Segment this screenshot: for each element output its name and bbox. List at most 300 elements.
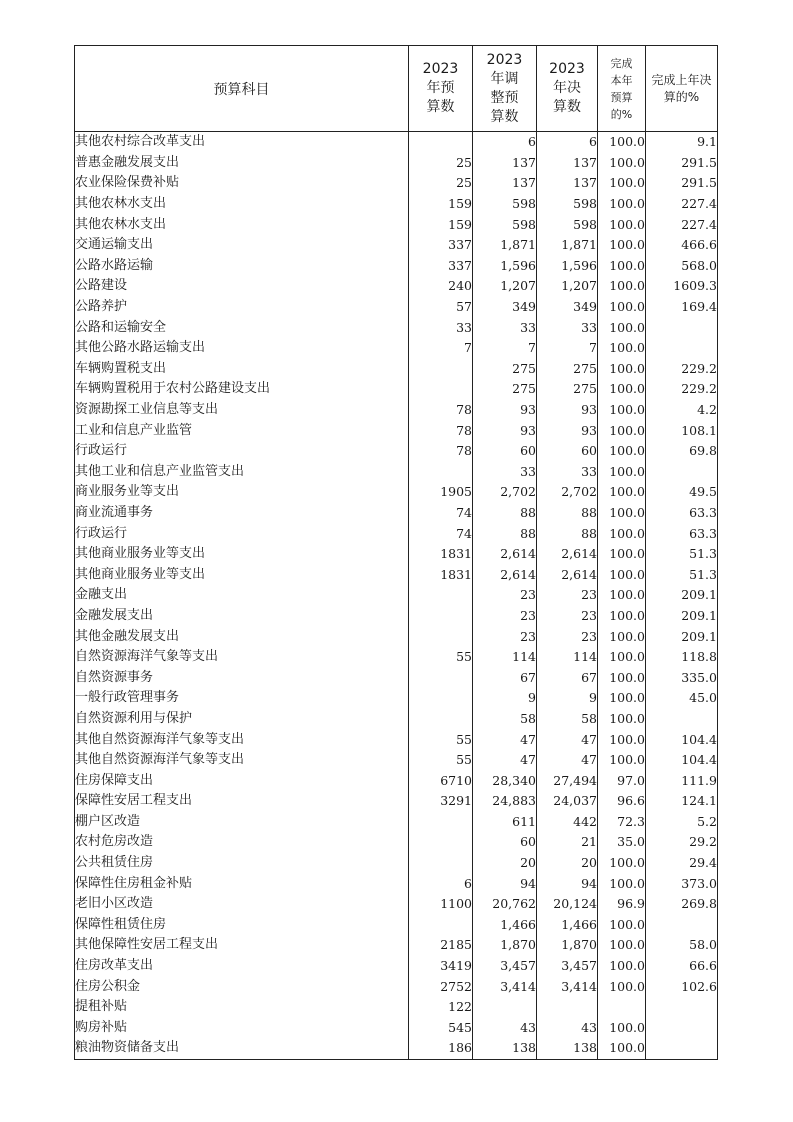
table-row xyxy=(75,462,718,483)
cell-ratio-budget: 100.0 xyxy=(598,276,646,297)
table-row xyxy=(75,194,718,215)
cell-final: 2,614 xyxy=(537,544,598,565)
cell-subject: 一般行政管理事务 xyxy=(75,688,409,709)
cell-final: 1,207 xyxy=(537,276,598,297)
cell-ratio-last: 229.2 xyxy=(646,379,718,400)
cell-adjusted: 598 xyxy=(473,214,537,235)
cell-ratio-last: 1609.3 xyxy=(646,276,718,297)
table-row xyxy=(75,770,718,791)
cell-ratio-budget: 100.0 xyxy=(598,523,646,544)
cell-budget: 122 xyxy=(409,997,473,1018)
table-row xyxy=(75,997,718,1018)
cell-subject: 商业服务业等支出 xyxy=(75,482,409,503)
cell-ratio-budget: 100.0 xyxy=(598,688,646,709)
cell-subject: 公路水路运输 xyxy=(75,256,409,277)
cell-ratio-last xyxy=(646,1038,718,1059)
cell-budget: 78 xyxy=(409,441,473,462)
cell-adjusted: 23 xyxy=(473,606,537,627)
cell-budget xyxy=(409,853,473,874)
cell-ratio-last xyxy=(646,462,718,483)
cell-adjusted: 67 xyxy=(473,667,537,688)
table-row xyxy=(75,915,718,936)
cell-final: 33 xyxy=(537,462,598,483)
cell-ratio-budget: 100.0 xyxy=(598,915,646,936)
cell-subject: 其他保障性安居工程支出 xyxy=(75,935,409,956)
cell-ratio-last: 29.2 xyxy=(646,832,718,853)
cell-ratio-budget: 72.3 xyxy=(598,812,646,833)
cell-adjusted: 2,702 xyxy=(473,482,537,503)
cell-ratio-last: 209.1 xyxy=(646,606,718,627)
cell-budget: 74 xyxy=(409,503,473,524)
cell-ratio-budget: 100.0 xyxy=(598,564,646,585)
cell-subject: 公共租赁住房 xyxy=(75,853,409,874)
cell-ratio-last: 269.8 xyxy=(646,894,718,915)
cell-subject: 自然资源事务 xyxy=(75,667,409,688)
cell-final: 598 xyxy=(537,194,598,215)
cell-subject: 商业流通事务 xyxy=(75,503,409,524)
cell-subject: 保障性安居工程支出 xyxy=(75,791,409,812)
cell-budget xyxy=(409,709,473,730)
cell-adjusted: 60 xyxy=(473,441,537,462)
cell-adjusted: 349 xyxy=(473,297,537,318)
cell-budget: 1905 xyxy=(409,482,473,503)
cell-budget: 337 xyxy=(409,235,473,256)
cell-adjusted: 137 xyxy=(473,153,537,174)
cell-adjusted: 23 xyxy=(473,585,537,606)
cell-adjusted: 47 xyxy=(473,750,537,771)
cell-budget: 186 xyxy=(409,1038,473,1059)
cell-ratio-last: 66.6 xyxy=(646,956,718,977)
cell-ratio-budget: 100.0 xyxy=(598,935,646,956)
cell-ratio-last: 29.4 xyxy=(646,853,718,874)
cell-subject: 公路建设 xyxy=(75,276,409,297)
cell-budget: 159 xyxy=(409,214,473,235)
cell-ratio-budget: 100.0 xyxy=(598,853,646,874)
cell-subject: 普惠金融发展支出 xyxy=(75,153,409,174)
cell-subject: 购房补贴 xyxy=(75,1018,409,1039)
cell-adjusted: 88 xyxy=(473,503,537,524)
cell-subject: 金融发展支出 xyxy=(75,606,409,627)
cell-adjusted: 1,871 xyxy=(473,235,537,256)
header-adjusted: 2023 年调 整预 算数 xyxy=(473,46,537,132)
cell-final: 137 xyxy=(537,153,598,174)
cell-budget: 57 xyxy=(409,297,473,318)
table-row xyxy=(75,935,718,956)
table-row xyxy=(75,709,718,730)
cell-ratio-last: 373.0 xyxy=(646,873,718,894)
cell-adjusted: 88 xyxy=(473,523,537,544)
cell-final: 24,037 xyxy=(537,791,598,812)
cell-subject: 其他自然资源海洋气象等支出 xyxy=(75,729,409,750)
cell-adjusted: 3,457 xyxy=(473,956,537,977)
table-row xyxy=(75,585,718,606)
cell-subject: 住房公积金 xyxy=(75,976,409,997)
cell-budget: 240 xyxy=(409,276,473,297)
cell-adjusted: 58 xyxy=(473,709,537,730)
cell-budget xyxy=(409,379,473,400)
cell-ratio-budget: 100.0 xyxy=(598,173,646,194)
cell-adjusted: 94 xyxy=(473,873,537,894)
cell-budget xyxy=(409,585,473,606)
cell-final: 138 xyxy=(537,1038,598,1059)
cell-ratio-last: 209.1 xyxy=(646,626,718,647)
cell-ratio-budget: 100.0 xyxy=(598,647,646,668)
cell-adjusted: 28,340 xyxy=(473,770,537,791)
cell-final xyxy=(537,997,598,1018)
cell-ratio-last: 227.4 xyxy=(646,194,718,215)
cell-ratio-budget: 100.0 xyxy=(598,256,646,277)
cell-ratio-last: 229.2 xyxy=(646,359,718,380)
cell-adjusted: 114 xyxy=(473,647,537,668)
cell-subject: 行政运行 xyxy=(75,441,409,462)
cell-ratio-budget: 100.0 xyxy=(598,709,646,730)
cell-ratio-budget: 100.0 xyxy=(598,976,646,997)
table-row xyxy=(75,214,718,235)
cell-adjusted: 23 xyxy=(473,626,537,647)
cell-ratio-last: 169.4 xyxy=(646,297,718,318)
cell-ratio-budget: 100.0 xyxy=(598,544,646,565)
cell-subject: 自然资源海洋气象等支出 xyxy=(75,647,409,668)
cell-subject: 自然资源利用与保护 xyxy=(75,709,409,730)
header-subject: 预算科目 xyxy=(75,46,409,132)
cell-ratio-last: 4.2 xyxy=(646,400,718,421)
cell-ratio-budget: 100.0 xyxy=(598,194,646,215)
cell-ratio-budget: 100.0 xyxy=(598,626,646,647)
cell-final: 114 xyxy=(537,647,598,668)
cell-adjusted: 1,207 xyxy=(473,276,537,297)
cell-ratio-budget: 100.0 xyxy=(598,482,646,503)
table-row xyxy=(75,564,718,585)
cell-adjusted xyxy=(473,997,537,1018)
cell-ratio-last: 111.9 xyxy=(646,770,718,791)
table-row xyxy=(75,503,718,524)
cell-budget: 1831 xyxy=(409,564,473,585)
budget-table xyxy=(74,45,718,1060)
table-row xyxy=(75,153,718,174)
cell-ratio-last: 58.0 xyxy=(646,935,718,956)
cell-budget: 78 xyxy=(409,400,473,421)
cell-final: 20,124 xyxy=(537,894,598,915)
table-row xyxy=(75,667,718,688)
table-row xyxy=(75,400,718,421)
cell-adjusted: 275 xyxy=(473,379,537,400)
cell-final: 275 xyxy=(537,359,598,380)
cell-budget xyxy=(409,462,473,483)
cell-final: 23 xyxy=(537,606,598,627)
cell-subject: 金融支出 xyxy=(75,585,409,606)
cell-budget: 6 xyxy=(409,873,473,894)
cell-final: 2,702 xyxy=(537,482,598,503)
cell-final: 23 xyxy=(537,626,598,647)
cell-ratio-last: 5.2 xyxy=(646,812,718,833)
cell-adjusted: 43 xyxy=(473,1018,537,1039)
cell-subject: 保障性租赁住房 xyxy=(75,915,409,936)
cell-budget: 55 xyxy=(409,729,473,750)
cell-budget: 74 xyxy=(409,523,473,544)
header-ratio-last: 完成上年决 算的% xyxy=(646,46,718,132)
table-row xyxy=(75,256,718,277)
cell-adjusted: 7 xyxy=(473,338,537,359)
header-ratio-budget: 完成 本年 预算 的% xyxy=(598,46,646,132)
cell-ratio-budget: 100.0 xyxy=(598,441,646,462)
cell-ratio-budget: 100.0 xyxy=(598,1038,646,1059)
cell-ratio-budget: 100.0 xyxy=(598,420,646,441)
cell-adjusted: 1,870 xyxy=(473,935,537,956)
cell-subject: 其他金融发展支出 xyxy=(75,626,409,647)
cell-ratio-last: 108.1 xyxy=(646,420,718,441)
cell-ratio-last: 291.5 xyxy=(646,153,718,174)
table-row xyxy=(75,853,718,874)
cell-ratio-budget: 100.0 xyxy=(598,462,646,483)
cell-ratio-last xyxy=(646,997,718,1018)
table-row xyxy=(75,647,718,668)
cell-budget: 1100 xyxy=(409,894,473,915)
cell-ratio-budget: 100.0 xyxy=(598,729,646,750)
cell-subject: 农业保险保费补贴 xyxy=(75,173,409,194)
cell-final: 1,871 xyxy=(537,235,598,256)
table-row xyxy=(75,297,718,318)
cell-subject: 粮油物资储备支出 xyxy=(75,1038,409,1059)
table-row xyxy=(75,688,718,709)
cell-ratio-last: 49.5 xyxy=(646,482,718,503)
table-row xyxy=(75,420,718,441)
cell-subject: 公路养护 xyxy=(75,297,409,318)
cell-subject: 其他农林水支出 xyxy=(75,194,409,215)
header-budget: 2023 年预 算数 xyxy=(409,46,473,132)
cell-adjusted: 60 xyxy=(473,832,537,853)
cell-final: 2,614 xyxy=(537,564,598,585)
cell-subject: 资源勘探工业信息等支出 xyxy=(75,400,409,421)
cell-subject: 车辆购置税支出 xyxy=(75,359,409,380)
cell-subject: 其他农林水支出 xyxy=(75,214,409,235)
cell-adjusted: 9 xyxy=(473,688,537,709)
table-row xyxy=(75,317,718,338)
cell-ratio-budget: 35.0 xyxy=(598,832,646,853)
cell-adjusted: 275 xyxy=(473,359,537,380)
cell-subject: 公路和运输安全 xyxy=(75,317,409,338)
cell-budget xyxy=(409,915,473,936)
cell-adjusted: 47 xyxy=(473,729,537,750)
cell-subject: 其他自然资源海洋气象等支出 xyxy=(75,750,409,771)
cell-final: 47 xyxy=(537,750,598,771)
cell-subject: 其他商业服务业等支出 xyxy=(75,564,409,585)
cell-ratio-last: 51.3 xyxy=(646,544,718,565)
cell-ratio-budget: 100.0 xyxy=(598,235,646,256)
cell-final: 1,596 xyxy=(537,256,598,277)
cell-adjusted: 6 xyxy=(473,132,537,153)
cell-ratio-budget: 100.0 xyxy=(598,214,646,235)
cell-ratio-budget: 100.0 xyxy=(598,606,646,627)
cell-ratio-last: 209.1 xyxy=(646,585,718,606)
cell-ratio-last: 51.3 xyxy=(646,564,718,585)
cell-subject: 住房改革支出 xyxy=(75,956,409,977)
table-row xyxy=(75,132,718,153)
cell-adjusted: 611 xyxy=(473,812,537,833)
cell-ratio-budget: 97.0 xyxy=(598,770,646,791)
cell-ratio-last: 63.3 xyxy=(646,523,718,544)
cell-subject: 交通运输支出 xyxy=(75,235,409,256)
cell-budget xyxy=(409,667,473,688)
table-row xyxy=(75,173,718,194)
table-row xyxy=(75,873,718,894)
cell-ratio-budget: 100.0 xyxy=(598,400,646,421)
cell-final: 94 xyxy=(537,873,598,894)
cell-final: 1,466 xyxy=(537,915,598,936)
cell-final: 23 xyxy=(537,585,598,606)
cell-subject: 其他商业服务业等支出 xyxy=(75,544,409,565)
cell-ratio-last: 466.6 xyxy=(646,235,718,256)
cell-final: 88 xyxy=(537,523,598,544)
cell-budget xyxy=(409,812,473,833)
cell-ratio-last xyxy=(646,709,718,730)
table-row xyxy=(75,338,718,359)
cell-ratio-budget xyxy=(598,997,646,1018)
cell-ratio-last: 104.4 xyxy=(646,750,718,771)
cell-final: 58 xyxy=(537,709,598,730)
cell-adjusted: 1,596 xyxy=(473,256,537,277)
cell-ratio-budget: 100.0 xyxy=(598,379,646,400)
cell-budget xyxy=(409,626,473,647)
table-row xyxy=(75,976,718,997)
cell-ratio-budget: 100.0 xyxy=(598,956,646,977)
cell-budget xyxy=(409,688,473,709)
cell-final: 6 xyxy=(537,132,598,153)
cell-budget: 33 xyxy=(409,317,473,338)
cell-final: 137 xyxy=(537,173,598,194)
cell-ratio-budget: 100.0 xyxy=(598,873,646,894)
cell-subject: 其他农村综合改革支出 xyxy=(75,132,409,153)
table-body xyxy=(75,132,718,1060)
cell-adjusted: 2,614 xyxy=(473,564,537,585)
cell-adjusted: 93 xyxy=(473,400,537,421)
cell-ratio-last: 63.3 xyxy=(646,503,718,524)
table-row xyxy=(75,956,718,977)
cell-budget: 159 xyxy=(409,194,473,215)
cell-ratio-budget: 100.0 xyxy=(598,1018,646,1039)
cell-adjusted: 1,466 xyxy=(473,915,537,936)
cell-adjusted: 138 xyxy=(473,1038,537,1059)
cell-final: 93 xyxy=(537,420,598,441)
cell-ratio-last: 104.4 xyxy=(646,729,718,750)
cell-final: 9 xyxy=(537,688,598,709)
cell-subject: 保障性住房租金补贴 xyxy=(75,873,409,894)
table-row xyxy=(75,379,718,400)
cell-ratio-last xyxy=(646,338,718,359)
cell-budget: 3291 xyxy=(409,791,473,812)
cell-ratio-last: 102.6 xyxy=(646,976,718,997)
cell-final: 275 xyxy=(537,379,598,400)
cell-adjusted: 137 xyxy=(473,173,537,194)
cell-final: 47 xyxy=(537,729,598,750)
cell-adjusted: 3,414 xyxy=(473,976,537,997)
cell-budget xyxy=(409,832,473,853)
cell-subject: 其他公路水路运输支出 xyxy=(75,338,409,359)
cell-ratio-last: 69.8 xyxy=(646,441,718,462)
cell-ratio-budget: 100.0 xyxy=(598,359,646,380)
cell-adjusted: 33 xyxy=(473,462,537,483)
cell-ratio-last: 335.0 xyxy=(646,667,718,688)
cell-final: 1,870 xyxy=(537,935,598,956)
cell-final: 7 xyxy=(537,338,598,359)
cell-final: 33 xyxy=(537,317,598,338)
cell-budget: 6710 xyxy=(409,770,473,791)
table-row xyxy=(75,894,718,915)
cell-budget: 337 xyxy=(409,256,473,277)
cell-ratio-budget: 100.0 xyxy=(598,750,646,771)
cell-budget: 3419 xyxy=(409,956,473,977)
header-final: 2023 年决 算数 xyxy=(537,46,598,132)
cell-final: 3,414 xyxy=(537,976,598,997)
table-row xyxy=(75,791,718,812)
cell-ratio-budget: 100.0 xyxy=(598,667,646,688)
cell-budget xyxy=(409,132,473,153)
cell-final: 88 xyxy=(537,503,598,524)
cell-ratio-last: 118.8 xyxy=(646,647,718,668)
table-row xyxy=(75,544,718,565)
cell-adjusted: 93 xyxy=(473,420,537,441)
cell-ratio-last: 9.1 xyxy=(646,132,718,153)
cell-adjusted: 2,614 xyxy=(473,544,537,565)
cell-ratio-last xyxy=(646,317,718,338)
cell-budget: 545 xyxy=(409,1018,473,1039)
table-row xyxy=(75,523,718,544)
cell-subject: 行政运行 xyxy=(75,523,409,544)
cell-ratio-budget: 100.0 xyxy=(598,297,646,318)
cell-final: 67 xyxy=(537,667,598,688)
table-row xyxy=(75,276,718,297)
cell-subject: 农村危房改造 xyxy=(75,832,409,853)
cell-adjusted: 20 xyxy=(473,853,537,874)
table-row xyxy=(75,235,718,256)
cell-subject: 车辆购置税用于农村公路建设支出 xyxy=(75,379,409,400)
cell-budget: 7 xyxy=(409,338,473,359)
cell-budget: 25 xyxy=(409,173,473,194)
cell-ratio-budget: 100.0 xyxy=(598,153,646,174)
cell-ratio-last: 45.0 xyxy=(646,688,718,709)
cell-final: 598 xyxy=(537,214,598,235)
cell-final: 43 xyxy=(537,1018,598,1039)
cell-budget: 78 xyxy=(409,420,473,441)
table-row xyxy=(75,1038,718,1059)
cell-final: 27,494 xyxy=(537,770,598,791)
table-row xyxy=(75,750,718,771)
table-row xyxy=(75,832,718,853)
cell-budget: 55 xyxy=(409,647,473,668)
cell-subject: 老旧小区改造 xyxy=(75,894,409,915)
cell-budget: 1831 xyxy=(409,544,473,565)
cell-subject: 提租补贴 xyxy=(75,997,409,1018)
cell-subject: 工业和信息产业监管 xyxy=(75,420,409,441)
table-row xyxy=(75,626,718,647)
cell-subject: 棚户区改造 xyxy=(75,812,409,833)
cell-ratio-last: 291.5 xyxy=(646,173,718,194)
cell-ratio-last: 568.0 xyxy=(646,256,718,277)
cell-subject: 住房保障支出 xyxy=(75,770,409,791)
cell-ratio-budget: 96.9 xyxy=(598,894,646,915)
cell-subject: 其他工业和信息产业监管支出 xyxy=(75,462,409,483)
header-row xyxy=(75,46,718,132)
cell-ratio-last xyxy=(646,915,718,936)
cell-ratio-last: 124.1 xyxy=(646,791,718,812)
cell-budget xyxy=(409,359,473,380)
cell-ratio-last xyxy=(646,1018,718,1039)
cell-ratio-budget: 100.0 xyxy=(598,338,646,359)
cell-budget: 55 xyxy=(409,750,473,771)
cell-final: 442 xyxy=(537,812,598,833)
cell-adjusted: 598 xyxy=(473,194,537,215)
table-row xyxy=(75,606,718,627)
table-row xyxy=(75,359,718,380)
